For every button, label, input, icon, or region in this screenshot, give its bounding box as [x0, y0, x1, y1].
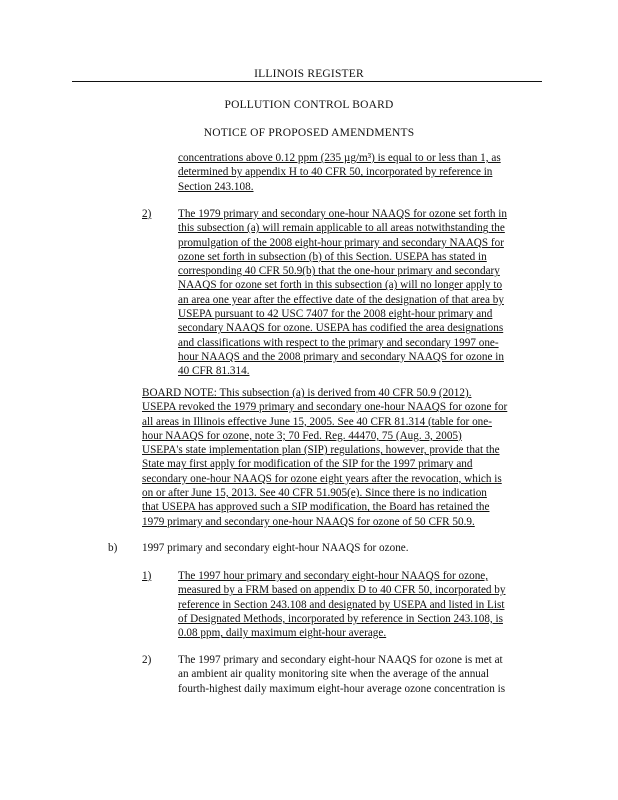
text-line: corresponding 40 CFR 50.9(b) that the one-hour primary and secondary — [178, 265, 500, 278]
text-line: 0.08 ppm, daily maximum eight-hour average. — [178, 627, 387, 640]
text-line: of Designated Methods, incorporated by reference in Section 243.108, is — [178, 612, 503, 625]
text-line: measured by a FRM based on appendix D to 40 CFR 50, incorporated by — [178, 584, 506, 597]
paragraph-b1-number: 1) — [142, 570, 152, 582]
text-line: determined by appendix H to 40 CFR 50, incorporated by reference in — [178, 166, 493, 179]
paragraph-b2-number: 2) — [142, 654, 152, 666]
board-note — [142, 386, 543, 529]
text-line: an area one year after the effective date of the designation of that area by — [178, 293, 504, 306]
text-line: this subsection (a) will remain applicable to all areas notwithstanding the — [178, 222, 505, 235]
text-line: an ambient air quality monitoring site when the average of the annual — [178, 668, 489, 681]
header-rule — [72, 81, 542, 82]
text-line: that USEPA has approved such a SIP modification, the Board has retained the — [142, 501, 490, 514]
text-line: concentrations above 0.12 ppm (235 µg/m³) is equal to or less than 1, as — [178, 152, 501, 164]
board-title: POLLUTION CONTROL BOARD — [224, 99, 394, 111]
text-line: all areas in Illinois effective June 15, 2005. See 40 CFR 81.314 (table for one- — [142, 415, 492, 428]
text-line: hour NAAQS for ozone, note 3; 70 Fed. Reg. 44470, 75 (Aug. 3, 2005) — [142, 429, 462, 442]
text-line: NAAQS for ozone set forth in this subsection (a) will no longer apply to — [178, 279, 503, 292]
text-line: 1997 primary and secondary eight-hour NAAQS for ozone. — [142, 542, 409, 554]
text-line: promulgation of the 2008 eight-hour primary and secondary NAAQS for — [178, 236, 504, 249]
paragraph-b2 — [178, 653, 543, 696]
register-title: ILLINOIS REGISTER — [254, 68, 364, 80]
paragraph-b — [142, 541, 543, 555]
text-line: secondary one-hour NAAQS for ozone eight years after the revocation, which is — [142, 472, 502, 485]
text-line: The 1997 hour primary and secondary eight-hour NAAQS for ozone, — [178, 570, 489, 582]
text-line: secondary NAAQS for ozone. USEPA has codified the area designations — [178, 322, 504, 335]
paragraph-a2-number: 2) — [142, 208, 152, 220]
text-line: 40 CFR 81.314. — [178, 365, 250, 378]
paragraph-b1 — [178, 569, 543, 640]
text-line: The 1979 primary and secondary one-hour NAAQS for ozone set forth in — [178, 208, 508, 220]
text-line: USEPA pursuant to 42 USC 7407 for the 2008 eight-hour primary and — [178, 308, 493, 321]
paragraph-b-number: b) — [108, 542, 118, 554]
text-line: USEPA revoked the 1979 primary and secondary one-hour NAAQS for ozone for — [142, 401, 508, 414]
text-line: USEPA's state implementation plan (SIP) regulations, however, provide that the — [142, 444, 500, 457]
text-line: Section 243.108. — [178, 180, 254, 193]
text-line: fourth-highest daily maximum eight-hour average ozone concentration is — [178, 682, 506, 695]
text-line: State may first apply for modification of the SIP for the 1997 primary and — [142, 458, 473, 471]
text-line: on or after June 15, 2013. See 40 CFR 51.905(e). Since there is no indication — [142, 487, 487, 500]
text-line: BOARD NOTE: This subsection (a) is derived from 40 CFR 50.9 (2012). — [142, 387, 472, 399]
text-line: 1979 primary and secondary one-hour NAAQS for ozone of 50 CFR 50.9. — [142, 515, 475, 528]
notice-title: NOTICE OF PROPOSED AMENDMENTS — [203, 127, 415, 139]
text-line: The 1997 primary and secondary eight-hour NAAQS for ozone is met at — [178, 654, 503, 666]
text-line: and classifications with respect to the primary and secondary 1997 one- — [178, 336, 499, 349]
paragraph-a2 — [178, 207, 543, 379]
text-line: hour NAAQS and the 2008 primary and secondary NAAQS for ozone in — [178, 350, 504, 363]
text-line: ozone set forth in subsection (b) of this Section. USEPA has stated in — [178, 250, 487, 263]
paragraph-a1-continuation — [178, 151, 543, 194]
text-line: reference in Section 243.108 and designated by USEPA and listed in List — [178, 598, 505, 611]
